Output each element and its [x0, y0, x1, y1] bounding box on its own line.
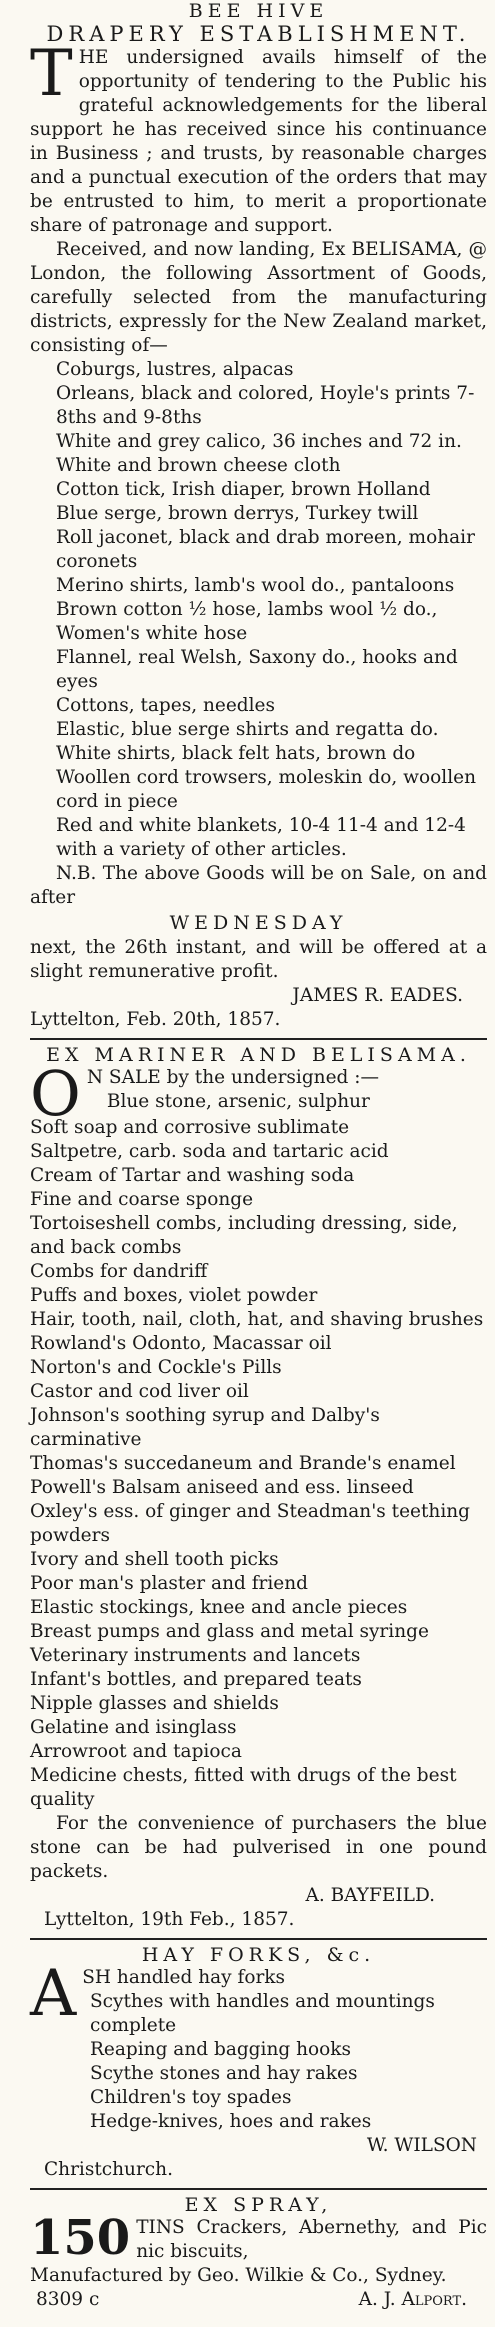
drop-capital: A	[30, 1957, 77, 2031]
list-item: Breast pumps and glass and metal syringe	[30, 1621, 429, 1642]
list-item: Poor man's plaster and friend	[30, 1573, 309, 1594]
list-item: Castor and cod liver oil	[30, 1381, 249, 1402]
ad-title: HAY FORKS, &c.	[141, 1944, 376, 1966]
dateline: Lyttelton, Feb. 20th, 1857.	[30, 1009, 281, 1030]
list-item: Reaping and bagging hooks	[90, 2039, 351, 2060]
list-item: Gelatine and isinglass	[30, 1717, 237, 1738]
list-item: Scythes with handles and mountings complete	[90, 1991, 435, 2036]
manufacturer-line: Manufactured by Geo. Wilkie & Co., Sydney.	[30, 2265, 447, 2286]
divider	[30, 2188, 487, 2190]
goods-list	[30, 358, 487, 862]
list-item: Fine and coarse sponge	[30, 1189, 254, 1210]
list-item: Cottons, tapes, needles	[56, 695, 275, 716]
intro-paragraph	[30, 2210, 487, 2266]
signature: A. J. Alport.	[358, 2289, 467, 2310]
signature: W. WILSON	[366, 2135, 477, 2156]
received-paragraph: Received, and now landing, Ex BELISAMA, @ London, the following Assortment of Goods, carefully selected from the manufacturing districts, expressly for the New Zealand market, consisting of—	[30, 239, 487, 356]
list-item: White and brown cheese cloth	[56, 455, 341, 476]
list-item: Hair, tooth, nail, cloth, hat, and shaving brushes	[30, 1309, 484, 1330]
list-item: Hedge-knives, hoes and rakes	[90, 2111, 372, 2132]
list-item: Woollen cord trowsers, moleskin do, woollen cord in piece	[56, 767, 476, 812]
signature: JAMES R. EADES.	[292, 985, 463, 1006]
intro-paragraph	[30, 37, 487, 238]
list-item: Saltpetre, carb. soda and tartaric acid	[30, 1141, 389, 1162]
drop-capital: O	[30, 1057, 81, 1130]
ad-title: EX SPRAY,	[184, 2194, 333, 2216]
goods-list	[30, 1116, 487, 1812]
drop-capital: T	[30, 37, 73, 111]
list-item: Thomas's succedaneum and Brande's enamel	[30, 1453, 456, 1474]
list-item: Tortoiseshell combs, including dressing, side, and back combs	[30, 1213, 458, 1258]
list-item: Rowland's Odonto, Macassar oil	[30, 1333, 332, 1354]
list-item: Roll jaconet, black and drab moreen, mohair coronets	[56, 527, 475, 572]
intro-text: HE undersigned avails himself of the opportunity of tendering to the Public his grateful acknowledgements for the liberal support he has received since his continuance in Business ; and trusts, by reasonable charges and a punctual execution of the orders that may be entrusted to him, to merit a proportionate share of patronage and support.	[30, 47, 487, 236]
list-item: Johnson's soothing syrup and Dalby's carminative	[30, 1405, 380, 1450]
list-item: Elastic stockings, knee and ancle pieces	[30, 1597, 408, 1618]
intro-text: SH handled hay forks	[82, 1967, 286, 1988]
list-item: Merino shirts, lamb's wool do., pantaloons	[56, 575, 455, 596]
list-item: Oxley's ess. of ginger and Steadman's teething powders	[30, 1501, 471, 1546]
intro-text: N SALE by the undersigned :—	[86, 1067, 380, 1088]
mariner-advertisement	[30, 1044, 487, 1932]
reference-number: 8309 c	[36, 2289, 100, 2310]
list-item: Powell's Balsam aniseed and ess. linseed	[30, 1477, 414, 1498]
list-item: Ivory and shell tooth picks	[30, 1549, 279, 1570]
sale-details: next, the 26th instant, and will be offered at a slight remunerative profit.	[30, 937, 487, 982]
goods-list	[30, 1990, 487, 2134]
list-item: Women's white hose	[56, 623, 248, 644]
dateline: Christchurch.	[44, 2159, 173, 2180]
list-item: Veterinary instruments and lancets	[30, 1645, 361, 1666]
list-item: Soft soap and corrosive sublimate	[30, 1117, 350, 1138]
list-item: Brown cotton ½ hose, lambs wool ½ do.,	[56, 599, 438, 620]
ad-subtitle: DRAPERY ESTABLISHMENT.	[46, 22, 471, 46]
list-item: Scythe stones and hay rakes	[90, 2063, 358, 2084]
list-item: Coburgs, lustres, alpacas	[56, 359, 294, 380]
list-item: Puffs and boxes, violet powder	[30, 1285, 318, 1306]
sale-day: WEDNESDAY	[169, 912, 348, 934]
list-item: Cotton tick, Irish diaper, brown Holland	[56, 479, 431, 500]
list-item: Red and white blankets, 10-4 11-4 and 12-4 with a variety of other articles.	[56, 815, 466, 860]
ad-title: BEE HIVE	[188, 0, 329, 22]
list-item: White and grey calico, 36 inches and 72 in.	[56, 431, 462, 452]
product-line: TINS Crackers, Abernethy, and Pic nic biscuits,	[136, 2217, 487, 2262]
list-item: Blue serge, brown derrys, Turkey twill	[56, 503, 419, 524]
list-item: Cream of Tartar and washing soda	[30, 1165, 355, 1186]
nb-note: N.B. The above Goods will be on Sale, on and after	[30, 863, 487, 908]
divider	[30, 1038, 487, 1040]
signature: A. BAYFEILD.	[305, 1885, 435, 1906]
hay-forks-advertisement	[30, 1944, 487, 2182]
list-item: Nipple glasses and shields	[30, 1693, 279, 1714]
dateline: Lyttelton, 19th Feb., 1857.	[44, 1909, 295, 1930]
list-item: Flannel, real Welsh, Saxony do., hooks and eyes	[56, 647, 458, 692]
spray-advertisement	[30, 2194, 487, 2312]
list-item: Children's toy spades	[90, 2087, 292, 2108]
divider	[30, 1938, 487, 1940]
note-paragraph: For the convenience of purchasers the blue stone can be had pulverised in one pound packets.	[30, 1813, 487, 1882]
list-item: White shirts, black felt hats, brown do	[56, 743, 416, 764]
list-item: Elastic, blue serge shirts and regatta do.	[56, 719, 439, 740]
footer-row	[30, 2288, 487, 2312]
first-item: Blue stone, arsenic, sulphur	[106, 1091, 370, 1112]
quantity-number: 150	[30, 2210, 131, 2266]
bee-hive-advertisement	[30, 0, 487, 1032]
ad-title: EX MARINER AND BELISAMA.	[46, 1044, 471, 1066]
list-item: Norton's and Cockle's Pills	[30, 1357, 282, 1378]
list-item: Infant's bottles, and prepared teats	[30, 1669, 362, 1690]
list-item: Arrowroot and tapioca	[30, 1741, 242, 1762]
list-item: Medicine chests, fitted with drugs of the best quality	[30, 1765, 457, 1810]
list-item: Orleans, black and colored, Hoyle's prints 7-8ths and 9-8ths	[56, 383, 475, 428]
list-item: Combs for dandriff	[30, 1261, 208, 1282]
